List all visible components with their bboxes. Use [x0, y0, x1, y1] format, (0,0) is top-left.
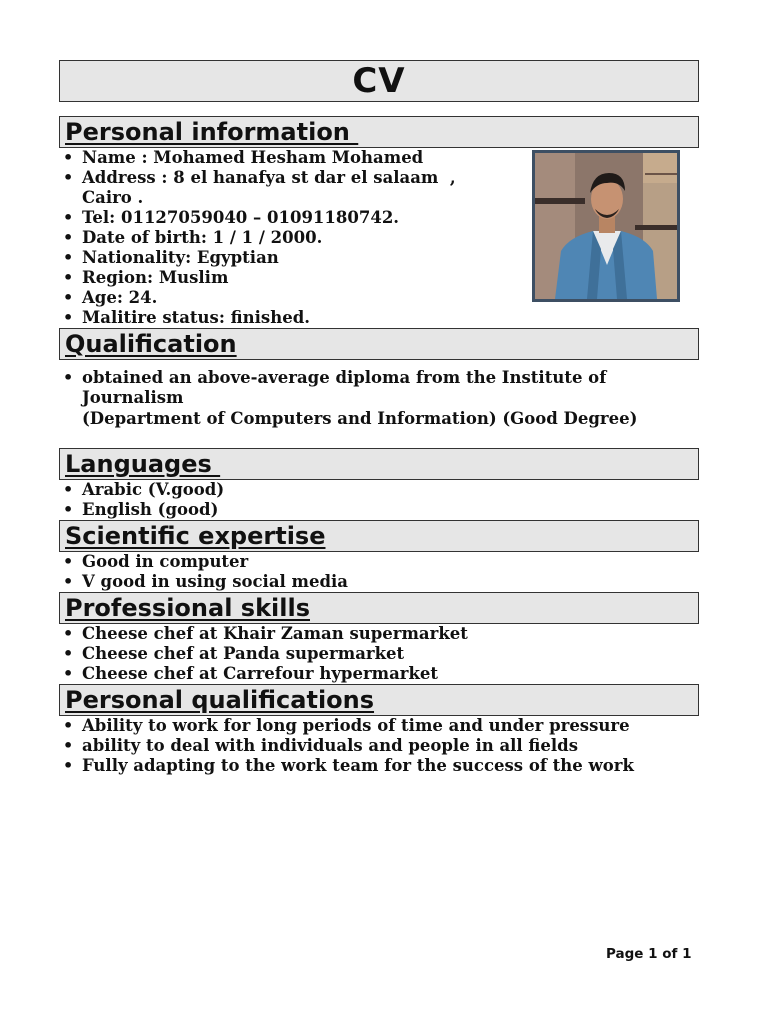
- list-item-name: • Name : Mohamed Hesham Mohamed: [60, 148, 456, 168]
- list-item-region: • Region: Muslim: [60, 268, 456, 288]
- list-item-military: • Malitire status: finished.: [60, 308, 456, 328]
- list-item-address-cont: [60, 188, 456, 208]
- list-item: • Arabic (V.good): [60, 480, 224, 500]
- cv-title-box: [59, 60, 699, 102]
- qualification-text: Journalism: [82, 388, 184, 407]
- personal-info-list: [60, 148, 456, 328]
- list-item-address: • Address : 8 el hanafya st dar el salaam ,: [60, 168, 456, 188]
- qualification-line-2: [60, 388, 637, 408]
- section-qualification: [59, 328, 699, 360]
- list-item-nationality: • Nationality: Egyptian: [60, 248, 456, 268]
- list-item: • V good in using social media: [60, 572, 348, 592]
- qualification-line-3: [60, 409, 637, 429]
- languages-list: [60, 480, 224, 520]
- page-number: Page 1 of 1: [606, 946, 692, 962]
- section-heading: Scientific expertise: [65, 522, 326, 550]
- section-professional-skills: [59, 592, 699, 624]
- list-item: • Good in computer: [60, 552, 348, 572]
- list-item-qualification: • obtained an above-average diploma from the Institute of: [60, 368, 637, 388]
- list-item-age: • Age: 24.: [60, 288, 456, 308]
- list-item: • Fully adapting to the work team for the success of the work: [60, 756, 634, 776]
- scientific-list: [60, 552, 348, 592]
- list-item: • Cheese chef at Panda supermarket: [60, 644, 468, 664]
- list-item: • Cheese chef at Khair Zaman supermarket: [60, 624, 468, 644]
- list-item: • Ability to work for long periods of time and under pressure: [60, 716, 634, 736]
- cv-title: CV: [352, 61, 406, 101]
- section-heading: Qualification: [65, 330, 237, 358]
- portrait-image: [535, 153, 677, 299]
- professional-list: [60, 624, 468, 684]
- list-item: • ability to deal with individuals and people in all fields: [60, 736, 634, 756]
- address-line-2: Cairo .: [82, 188, 144, 207]
- list-item-dob: • Date of birth: 1 / 1 / 2000.: [60, 228, 456, 248]
- list-item-tel: • Tel: 01127059040 – 01091180742.: [60, 208, 456, 228]
- section-personal-qualifications: [59, 684, 699, 716]
- qualification-text: (Department of Computers and Information) (Good Degree): [82, 409, 638, 428]
- list-item: • Cheese chef at Carrefour hypermarket: [60, 664, 468, 684]
- section-heading: Personal qualifications: [65, 686, 375, 714]
- section-heading: Personal information: [65, 118, 359, 146]
- section-personal-information: [59, 116, 699, 148]
- qualification-list: [60, 368, 637, 429]
- profile-photo: [532, 150, 680, 302]
- section-heading: Languages: [65, 450, 221, 478]
- section-scientific-expertise: [59, 520, 699, 552]
- section-languages: [59, 448, 699, 480]
- personal-qualifications-list: [60, 716, 634, 776]
- list-item: • English (good): [60, 500, 224, 520]
- section-heading: Professional skills: [65, 594, 310, 622]
